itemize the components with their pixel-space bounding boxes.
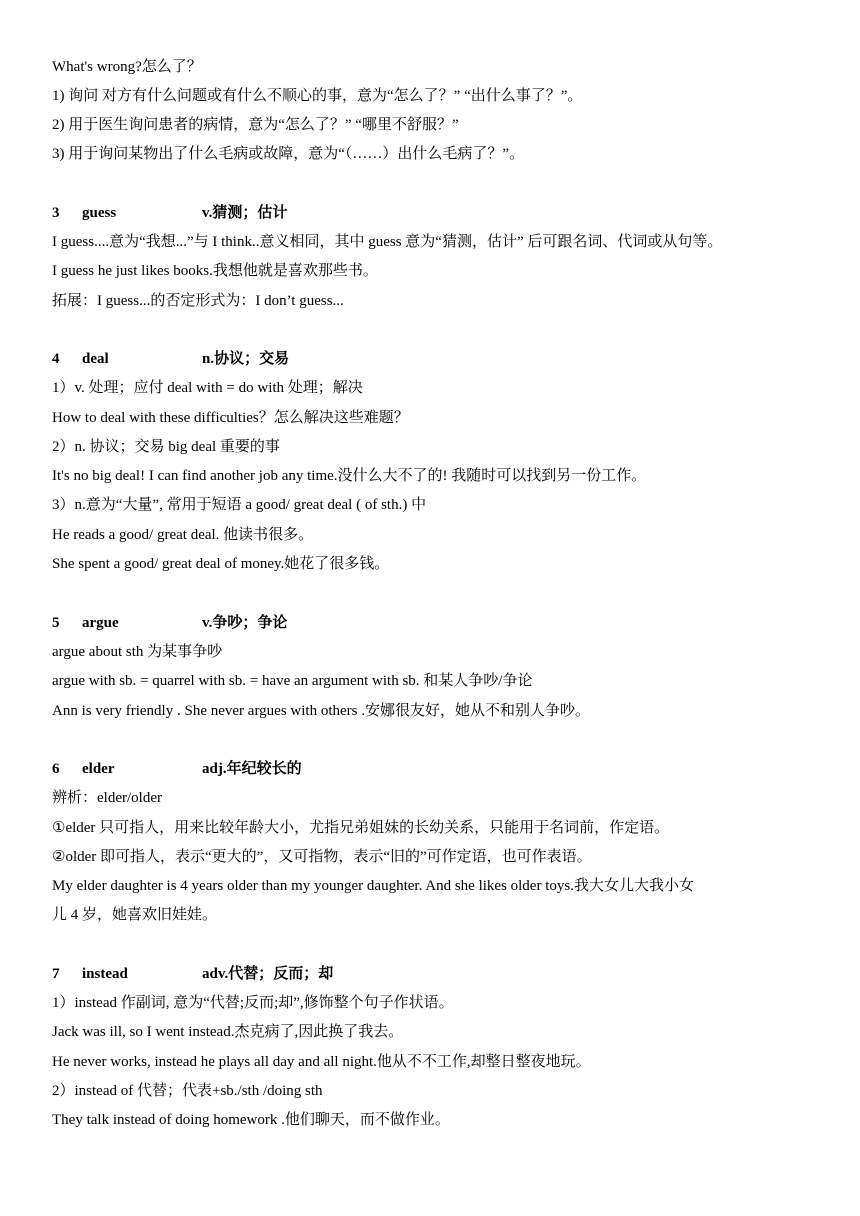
text-line: 1）v. 处理；应付 deal with = do with 处理；解决 [52, 380, 363, 396]
section-definition: adj.年纪较长的 [202, 761, 302, 777]
text-line: 2）instead of 代替；代表+sb./sth /doing sth [52, 1083, 323, 1099]
text-line: 辨析：elder/older [52, 790, 162, 806]
text-line: My elder daughter is 4 years older than my younger daughter. And she likes older toys.我大女儿大我小女 [52, 878, 694, 894]
text-line: 2）n. 协议；交易 big deal 重要的事 [52, 439, 280, 455]
text-line: He never works, instead he plays all day and all night.他从不不工作,却整日整夜地玩。 [52, 1054, 591, 1070]
section-word: instead [82, 966, 128, 982]
text-line: She spent a good/ great deal of money.她花了很多钱。 [52, 556, 390, 572]
section-definition: v.猜测；估计 [202, 205, 288, 221]
text-line: 儿 4 岁，她喜欢旧娃娃。 [52, 907, 218, 923]
text-line: He reads a good/ great deal. 他读书很多。 [52, 527, 314, 543]
section-word: guess [82, 205, 117, 221]
text-line: ②older 即可指人，表示“更大的”，又可指物，表示“旧的”可作定语，也可作表语。 [52, 849, 592, 865]
text-line: Jack was ill, so I went instead.杰克病了,因此换了我去。 [52, 1024, 404, 1040]
section-number: 4 [52, 351, 60, 367]
text-line: I guess he just likes books.我想他就是喜欢那些书。 [52, 263, 378, 279]
section-heading [52, 613, 287, 633]
text-line: Ann is very friendly . She never argues with others .安娜很友好，她从不和别人争吵。 [52, 703, 590, 719]
section-definition: v.争吵；争论 [202, 615, 288, 631]
text-line: 1）instead 作副词, 意为“代替;反而;却”,修饰整个句子作状语。 [52, 995, 454, 1011]
section-definition: n.协议；交易 [202, 351, 290, 367]
section-number: 3 [52, 205, 60, 221]
section-word: deal [82, 351, 109, 367]
text-line: What's wrong?怎么了？ [52, 59, 202, 75]
section-word: argue [82, 615, 119, 631]
section-heading [52, 759, 302, 779]
section-definition: adv.代替；反而；却 [202, 966, 334, 982]
text-line: They talk instead of doing homework .他们聊天，而不做作业。 [52, 1112, 450, 1128]
section-heading [52, 964, 333, 984]
section-word: elder [82, 761, 115, 777]
section-number: 5 [52, 615, 60, 631]
text-line: ①elder 只可指人，用来比较年龄大小，尤指兄弟姐妹的长幼关系，只能用于名词前，作定语。 [52, 820, 670, 836]
text-line: It's no big deal! I can find another job any time.没什么大不了的! 我随时可以找到另一份工作。 [52, 468, 647, 484]
text-line: How to deal with these difficulties？怎么解决这些难题？ [52, 410, 409, 426]
text-line: I guess....意为“我想...”与 I think..意义相同，其中 guess 意为“猜测，估计” 后可跟名词、代词或从句等。 [52, 234, 723, 250]
section-number: 7 [52, 966, 60, 982]
text-line: argue about sth 为某事争吵 [52, 644, 223, 660]
section-heading [52, 203, 287, 223]
text-line: argue with sb. = quarrel with sb. = have an argument with sb. 和某人争吵/争论 [52, 673, 533, 689]
section-number: 6 [52, 761, 60, 777]
text-line: 3）n.意为“大量”, 常用于短语 a good/ great deal ( of sth.) 中 [52, 497, 427, 513]
text-line: 3) 用于询问某物出了什么毛病或故障，意为“（……）出什么毛病了？”。 [52, 146, 525, 162]
text-line: 2) 用于医生询问患者的病情，意为“怎么了？” “哪里不舒服？” [52, 117, 459, 133]
section-heading [52, 349, 289, 369]
text-line: 拓展：I guess...的否定形式为：I don’t guess... [52, 293, 344, 309]
text-line: 1) 询问 对方有什么问题或有什么不顺心的事，意为“怎么了？” “出什么事了？”。 [52, 88, 583, 104]
